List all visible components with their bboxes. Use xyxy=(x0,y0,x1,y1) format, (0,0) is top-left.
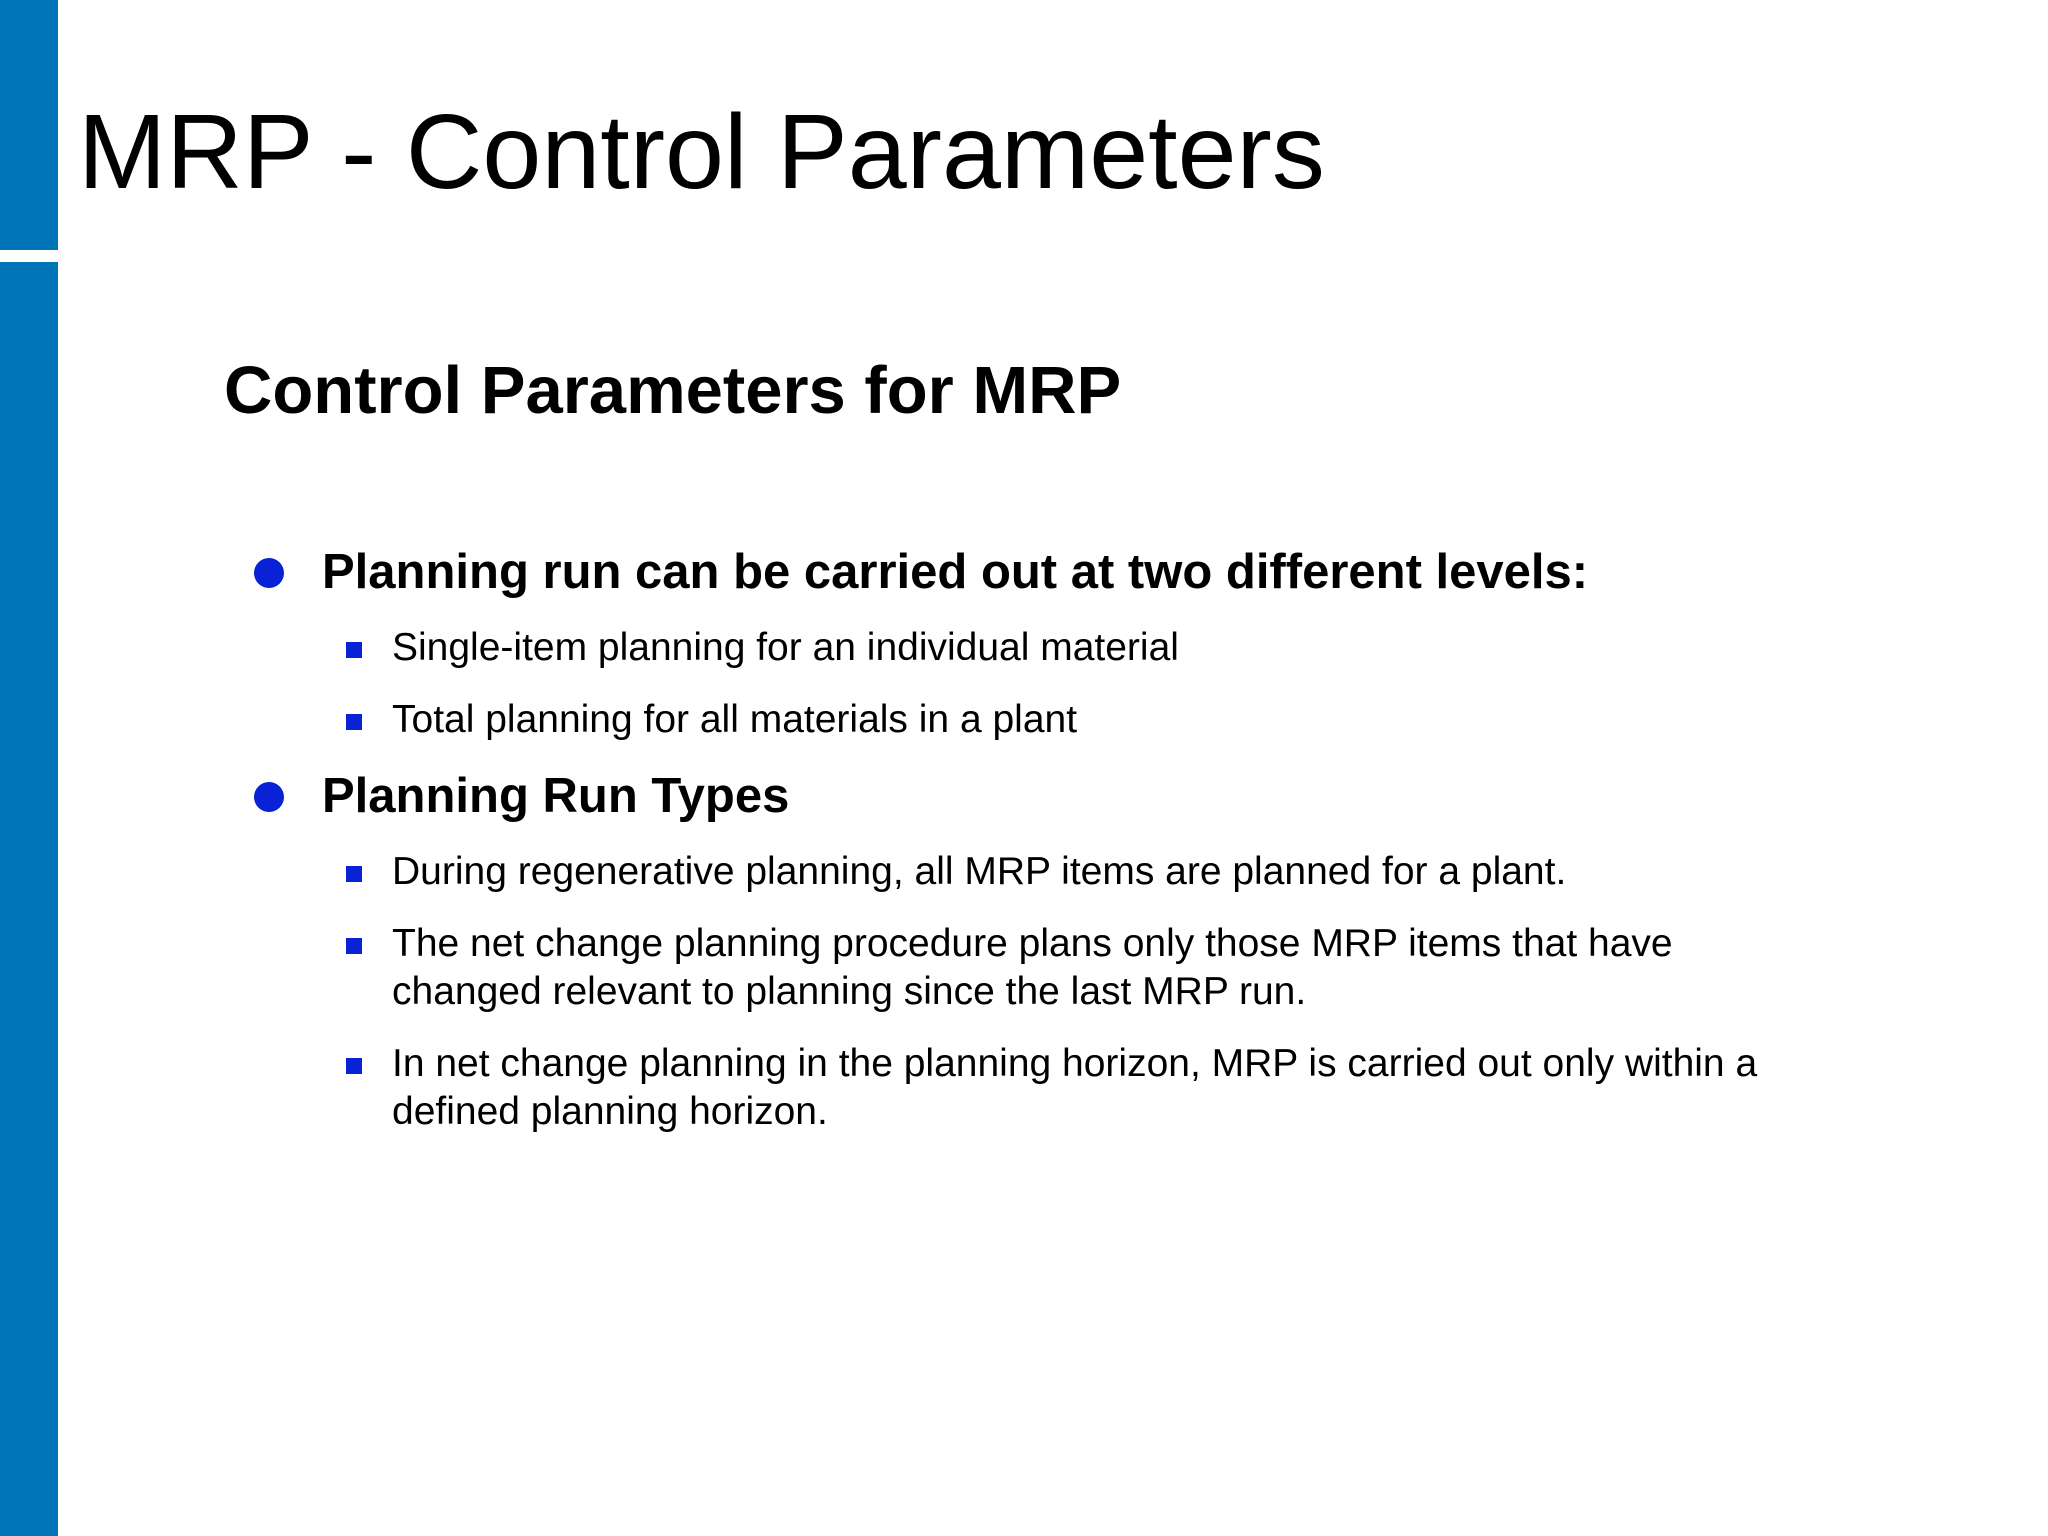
bullet-item xyxy=(250,540,1850,604)
sub-bullet-item xyxy=(250,1040,1850,1136)
bullet-list xyxy=(250,540,1850,1136)
sub-bullet-text: The net change planning procedure plans only those MRP items that have changed relevant to planning since the last MRP run. xyxy=(392,922,1673,1013)
sub-bullet-item xyxy=(250,696,1850,744)
sub-bullet-item xyxy=(250,920,1850,1016)
sub-bullet-text: Total planning for all materials in a plant xyxy=(392,698,1078,741)
circle-bullet-icon xyxy=(254,558,284,588)
sub-bullet-item xyxy=(250,848,1850,896)
sub-bullet-text: During regenerative planning, all MRP items are planned for a plant. xyxy=(392,850,1567,893)
sub-bullet-item xyxy=(250,624,1850,672)
bullet-item xyxy=(250,764,1850,828)
sub-bullet-text: Single-item planning for an individual material xyxy=(392,626,1179,669)
left-accent-bar-top xyxy=(0,0,58,250)
square-bullet-icon xyxy=(346,866,362,882)
square-bullet-icon xyxy=(346,938,362,954)
bullet-label: Planning Run Types xyxy=(322,769,790,823)
slide-title: MRP - Control Parameters xyxy=(78,93,1325,211)
square-bullet-icon xyxy=(346,1058,362,1074)
circle-bullet-icon xyxy=(254,782,284,812)
sub-bullet-text: In net change planning in the planning horizon, MRP is carried out only within a defined planning horizon. xyxy=(392,1042,1758,1133)
left-accent-bar-bottom xyxy=(0,262,58,1536)
bullet-label: Planning run can be carried out at two different levels: xyxy=(322,545,1589,599)
square-bullet-icon xyxy=(346,642,362,658)
section-heading: Control Parameters for MRP xyxy=(224,353,1122,428)
square-bullet-icon xyxy=(346,714,362,730)
